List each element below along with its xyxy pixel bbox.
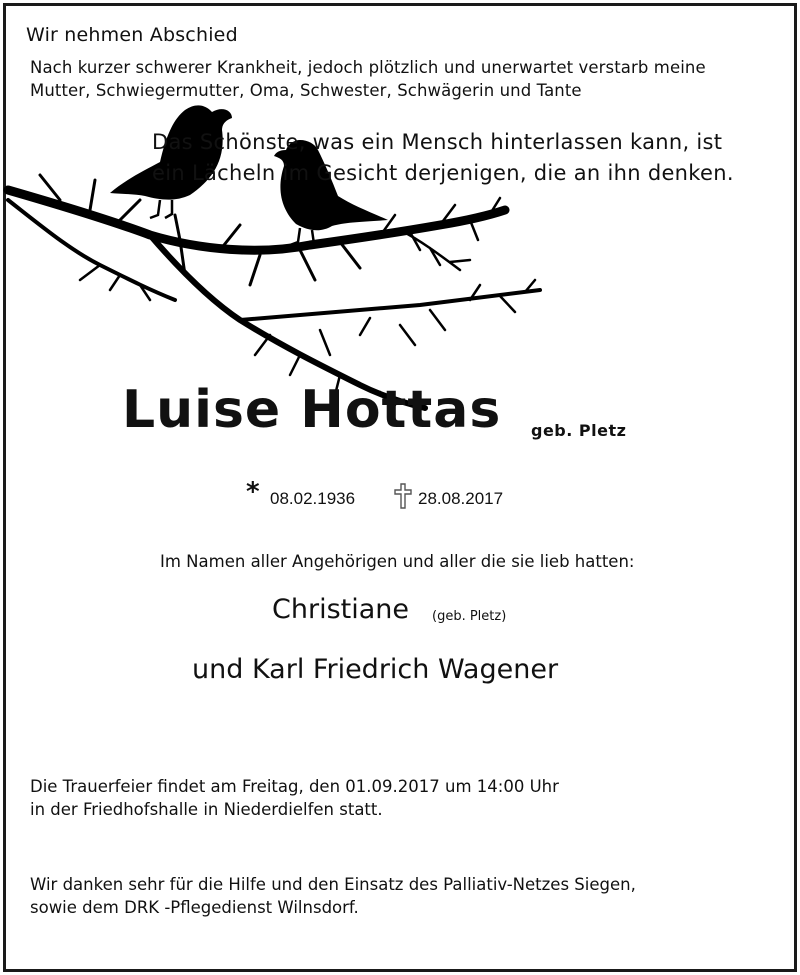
birth-star-icon: * [246, 477, 260, 507]
birds-on-branch-illustration [0, 0, 800, 420]
intro-line-1: Nach kurzer schwerer Krankheit, jedoch plötzlich und unerwartet verstarb meine [30, 58, 706, 77]
relative-first: Christiane [272, 594, 409, 625]
cross-icon [393, 483, 413, 509]
deceased-name: Luise Hottas [122, 380, 502, 440]
quote-line-1: Das Schönste, was ein Mensch hinterlassen kann, ist [152, 130, 723, 154]
quote-line-2: ein Lächeln im Gesicht derjenigen, die an ihn denken. [152, 161, 734, 185]
funeral-line-2: in der Friedhofshalle in Niederdielfen statt. [30, 800, 383, 819]
thanks-line-1: Wir danken sehr für die Hilfe und den Einsatz des Palliativ-Netzes Siegen, [30, 875, 636, 894]
thanks-line-2: sowie dem DRK -Pflegedienst Wilnsdorf. [30, 898, 359, 917]
maiden-name: geb. Pletz [531, 421, 627, 440]
death-date: 28.08.2017 [418, 489, 504, 508]
intro-line-2: Mutter, Schwiegermutter, Oma, Schwester, Schwägerin und Tante [30, 81, 582, 100]
notice-heading: Wir nehmen Abschied [26, 24, 238, 46]
birth-date: 08.02.1936 [270, 489, 356, 508]
mourners-line: Im Namen aller Angehörigen und aller die sie lieb hatten: [160, 552, 635, 571]
relative-second: und Karl Friedrich Wagener [192, 654, 559, 685]
relative-first-maiden-note: (geb. Pletz) [432, 609, 507, 624]
funeral-line-1: Die Trauerfeier findet am Freitag, den 01.09.2017 um 14:00 Uhr [30, 777, 559, 796]
